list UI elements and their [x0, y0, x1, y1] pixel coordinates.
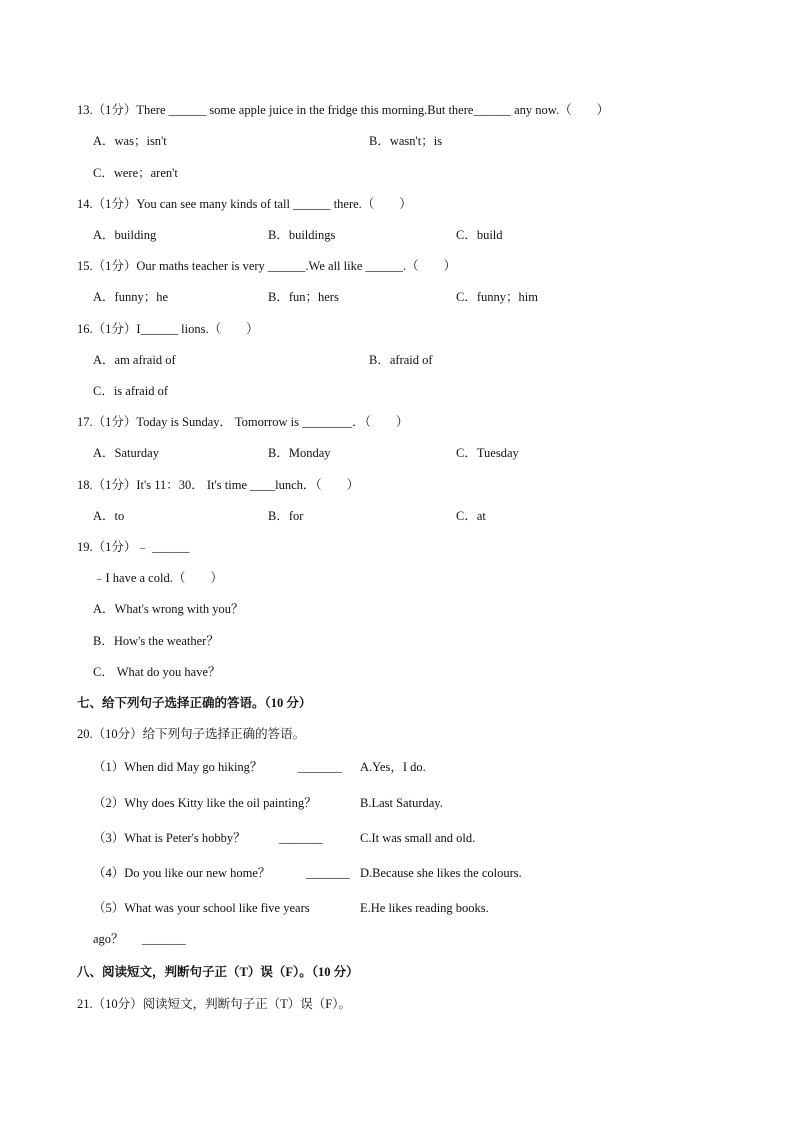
question-17-option-c[interactable]: C．Tuesday [456, 446, 519, 460]
question-17-option-a[interactable]: A．Saturday [93, 446, 159, 460]
question-15-option-b[interactable]: B．fun；hers [268, 290, 339, 304]
question-15-option-a[interactable]: A．funny；he [93, 290, 168, 304]
question-18-option-c[interactable]: C．at [456, 509, 486, 523]
match-row-2-left: （2）Why does Kitty like the oil painting？ [93, 796, 317, 810]
question-19-reply: ﹣I have a cold.（ ） [93, 571, 223, 585]
question-17-stem: 17.（1分）Today is Sunday． Tomorrow is ________．（ ） [77, 415, 409, 429]
question-14-stem: 14.（1分）You can see many kinds of tall ______ there.（ ） [77, 197, 412, 211]
match-row-1-blank[interactable]: _______ [298, 760, 342, 774]
match-row-3-blank[interactable]: _______ [279, 831, 323, 845]
question-18-option-b[interactable]: B．for [268, 509, 304, 523]
question-18-stem: 18.（1分）It's 11：30． It's time ____lunch．（ ） [77, 478, 360, 492]
question-16-stem: 16.（1分）I______ lions.（ ） [77, 322, 259, 336]
question-15-option-c[interactable]: C．funny；him [456, 290, 538, 304]
question-13-stem: 13.（1分）There ______ some apple juice in the fridge this morning.But there______ any now.（ ） [77, 103, 610, 117]
question-19-option-c[interactable]: C． What do you have？ [93, 665, 221, 679]
question-16-option-b[interactable]: B．afraid of [369, 353, 433, 367]
question-19-option-b[interactable]: B．How's the weather？ [93, 634, 219, 648]
match-row-4-answer: D.Because she likes the colours. [360, 866, 522, 880]
match-row-1-answer: A.Yes，I do. [360, 760, 426, 774]
match-row-5-left: （5）What was your school like five years [93, 901, 310, 915]
question-13-option-b[interactable]: B．wasn't；is [369, 134, 443, 148]
question-14-option-c[interactable]: C．build [456, 228, 503, 242]
match-row-5-blank[interactable]: _______ [142, 932, 186, 946]
question-21-stem: 21.（10分）阅读短文，判断句子正（T）误（F）。 [77, 997, 351, 1011]
question-15-stem: 15.（1分）Our maths teacher is very ______.We all like ______.（ ） [77, 259, 457, 273]
match-row-5-answer: E.He likes reading books. [360, 901, 489, 915]
section-7-heading: 七、给下列句子选择正确的答语。（10 分） [77, 696, 312, 710]
question-14-option-b[interactable]: B．buildings [268, 228, 336, 242]
match-row-1-left: （1）When did May go hiking？ [93, 760, 263, 774]
match-row-3-left: （3）What is Peter's hobby？ [93, 831, 246, 845]
question-18-option-a[interactable]: A．to [93, 509, 125, 523]
section-8-heading: 八、阅读短文，判断句子正（T）误（F）。（10 分） [77, 965, 359, 979]
question-19-stem: 19.（1分）﹣ ______ [77, 540, 190, 554]
question-13-option-c[interactable]: C．were；aren't [93, 166, 178, 180]
question-16-option-a[interactable]: A．am afraid of [93, 353, 176, 367]
question-19-option-a[interactable]: A．What's wrong with you？ [93, 602, 244, 616]
match-row-3-answer: C.It was small and old. [360, 831, 476, 845]
question-13-option-a[interactable]: A．was；isn't [93, 134, 167, 148]
question-20-stem: 20.（10分）给下列句子选择正确的答语。 [77, 727, 306, 741]
match-row-4-blank[interactable]: _______ [306, 866, 350, 880]
question-17-option-b[interactable]: B．Monday [268, 446, 331, 460]
question-14-option-a[interactable]: A．building [93, 228, 157, 242]
match-row-4-left: （4）Do you like our new home？ [93, 866, 271, 880]
match-row-2-answer: B.Last Saturday. [360, 796, 443, 810]
question-16-option-c[interactable]: C．is afraid of [93, 384, 168, 398]
match-row-5-left-continued: ago？ [93, 932, 124, 946]
